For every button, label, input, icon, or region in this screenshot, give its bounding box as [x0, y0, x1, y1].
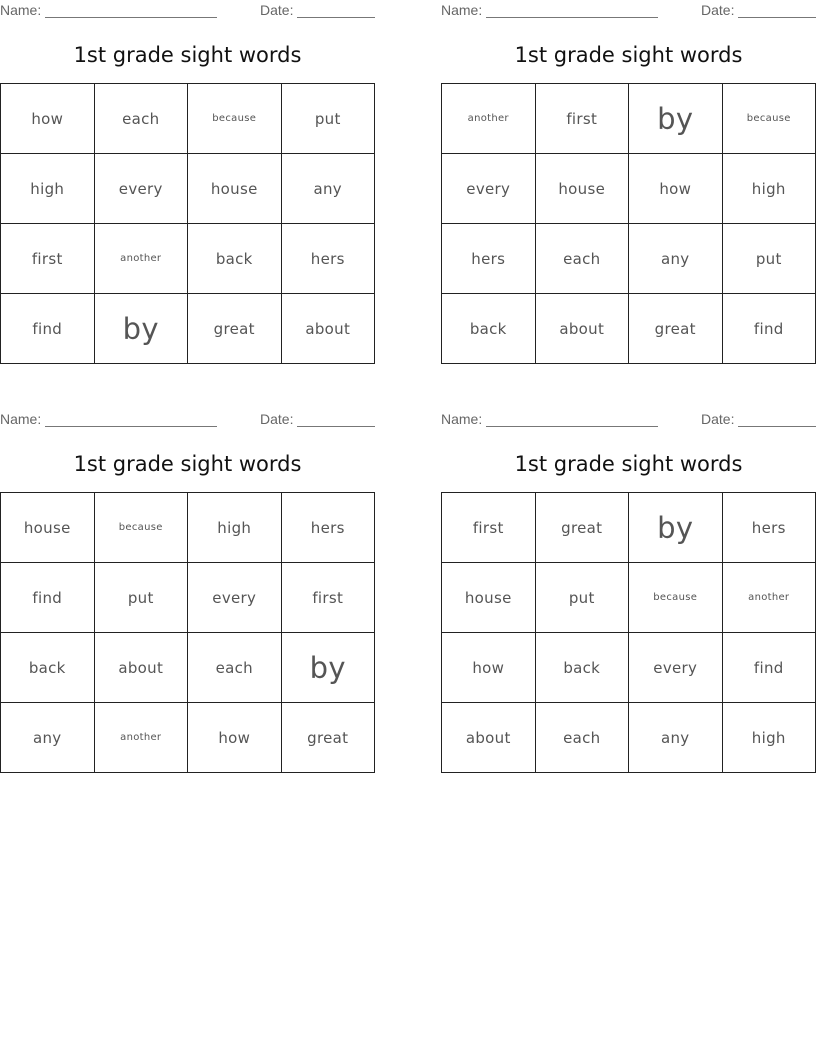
word-cell: great — [536, 493, 630, 563]
word-cell: hers — [723, 493, 816, 563]
word-cell: because — [95, 493, 189, 563]
word-cell: great — [629, 294, 723, 364]
word-cell: great — [188, 294, 282, 364]
word-cell: because — [629, 563, 723, 633]
word-cell: back — [188, 224, 282, 294]
word-cell: back — [442, 294, 536, 364]
name-label: Name: — [441, 411, 483, 427]
date-label: Date: — [701, 2, 735, 18]
word-cell: hers — [442, 224, 536, 294]
word-cell: any — [282, 154, 376, 224]
word-cell: find — [723, 294, 816, 364]
word-cell: high — [723, 703, 816, 773]
date-label: Date: — [701, 411, 735, 427]
word-cell: high — [1, 154, 95, 224]
word-cell: great — [282, 703, 376, 773]
word-cell: back — [1, 633, 95, 703]
name-label: Name: — [0, 411, 42, 427]
word-cell: first — [1, 224, 95, 294]
date-label: Date: — [260, 411, 294, 427]
word-cell: house — [188, 154, 282, 224]
name-blank-line — [45, 426, 217, 427]
word-cell: another — [442, 84, 536, 154]
word-cell: put — [536, 563, 630, 633]
name-date-header — [0, 2, 375, 18]
word-cell: any — [629, 703, 723, 773]
word-grid — [0, 83, 375, 364]
word-cell: by — [629, 84, 723, 154]
word-cell: about — [536, 294, 630, 364]
word-cell: by — [629, 493, 723, 563]
word-cell: another — [95, 224, 189, 294]
word-cell: by — [282, 633, 376, 703]
bingo-card-2 — [441, 0, 816, 372]
bingo-card-4 — [441, 409, 816, 781]
word-cell: hers — [282, 493, 376, 563]
word-cell: about — [442, 703, 536, 773]
card-title: 1st grade sight words — [514, 452, 743, 476]
word-cell: high — [188, 493, 282, 563]
word-cell: how — [629, 154, 723, 224]
word-cell: any — [629, 224, 723, 294]
word-cell: find — [1, 294, 95, 364]
date-blank-line — [297, 17, 375, 18]
word-cell: high — [723, 154, 816, 224]
date-blank-line — [738, 426, 816, 427]
name-date-header — [0, 411, 375, 427]
word-cell: about — [282, 294, 376, 364]
word-cell: back — [536, 633, 630, 703]
bingo-card-3 — [0, 409, 375, 781]
word-grid — [441, 83, 816, 364]
word-cell: each — [536, 224, 630, 294]
word-cell: about — [95, 633, 189, 703]
word-cell: how — [188, 703, 282, 773]
word-cell: another — [95, 703, 189, 773]
name-label: Name: — [441, 2, 483, 18]
word-cell: how — [1, 84, 95, 154]
word-cell: each — [536, 703, 630, 773]
word-cell: find — [723, 633, 816, 703]
name-blank-line — [45, 17, 217, 18]
word-cell: put — [282, 84, 376, 154]
name-date-header — [441, 2, 816, 18]
name-label: Name: — [0, 2, 42, 18]
word-cell: put — [95, 563, 189, 633]
word-grid — [441, 492, 816, 773]
card-title: 1st grade sight words — [514, 43, 743, 67]
word-cell: house — [442, 563, 536, 633]
word-cell: another — [723, 563, 816, 633]
word-cell: each — [188, 633, 282, 703]
word-cell: every — [442, 154, 536, 224]
word-cell: house — [536, 154, 630, 224]
word-cell: how — [442, 633, 536, 703]
word-grid — [0, 492, 375, 773]
card-title: 1st grade sight words — [73, 452, 302, 476]
name-date-header — [441, 411, 816, 427]
word-cell: first — [536, 84, 630, 154]
word-cell: first — [442, 493, 536, 563]
word-cell: house — [1, 493, 95, 563]
word-cell: every — [629, 633, 723, 703]
word-cell: put — [723, 224, 816, 294]
word-cell: find — [1, 563, 95, 633]
card-title: 1st grade sight words — [73, 43, 302, 67]
word-cell: every — [95, 154, 189, 224]
word-cell: any — [1, 703, 95, 773]
word-cell: every — [188, 563, 282, 633]
name-blank-line — [486, 17, 658, 18]
word-cell: each — [95, 84, 189, 154]
word-cell: because — [723, 84, 816, 154]
word-cell: because — [188, 84, 282, 154]
word-cell: first — [282, 563, 376, 633]
word-cell: by — [95, 294, 189, 364]
bingo-card-1 — [0, 0, 375, 372]
date-label: Date: — [260, 2, 294, 18]
word-cell: hers — [282, 224, 376, 294]
date-blank-line — [297, 426, 375, 427]
name-blank-line — [486, 426, 658, 427]
date-blank-line — [738, 17, 816, 18]
